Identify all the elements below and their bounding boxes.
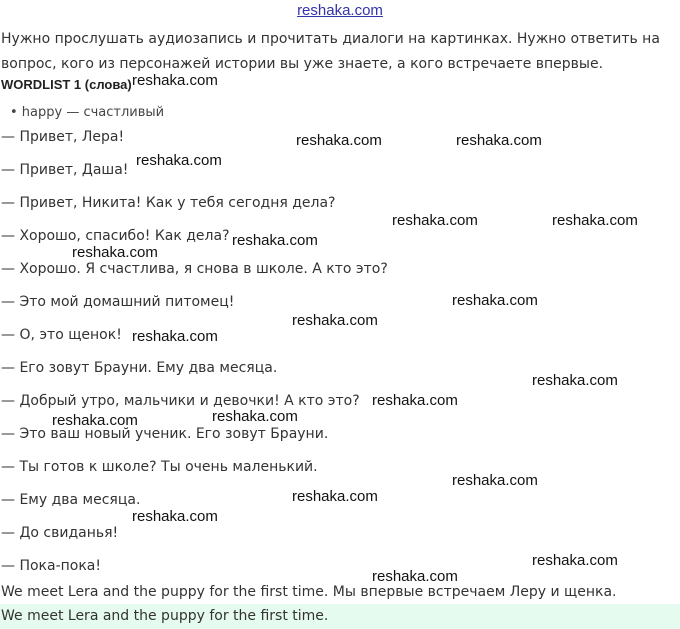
dialogue-line: — Ему два месяца. xyxy=(1,492,141,508)
dialogue-line: — Это мой домашний питомец! xyxy=(1,294,235,310)
highlighted-answer xyxy=(0,604,680,629)
watermark: reshaka.com xyxy=(132,72,218,89)
watermark: reshaka.com xyxy=(132,328,218,345)
dialogue-line: — Привет, Даша! xyxy=(1,162,129,178)
watermark: reshaka.com xyxy=(452,292,538,309)
highlighted-answer-text: We meet Lera and the puppy for the first time. xyxy=(1,608,329,624)
dialogue-line: — Пока-пока! xyxy=(1,558,101,574)
translation-line: We meet Lera and the puppy for the first time. Мы впервые встречаем Леру и щенка. xyxy=(1,584,617,600)
dialogue-line: — Его зовут Брауни. Ему два месяца. xyxy=(1,360,278,376)
watermark: reshaka.com xyxy=(552,212,638,229)
dialogue-line: — Привет, Никита! Как у тебя сегодня дела? xyxy=(1,195,336,211)
watermark: reshaka.com xyxy=(392,212,478,229)
watermark: reshaka.com xyxy=(136,152,222,169)
dialogue-line: — До свиданья! xyxy=(1,525,119,541)
wordlist-heading: WORDLIST 1 (слова) xyxy=(1,77,132,92)
site-title-link[interactable]: reshaka.com xyxy=(297,2,383,19)
watermark: reshaka.com xyxy=(52,412,138,429)
watermark: reshaka.com xyxy=(532,372,618,389)
watermark: reshaka.com xyxy=(452,472,538,489)
watermark: reshaka.com xyxy=(132,508,218,525)
watermark: reshaka.com xyxy=(456,132,542,149)
dialogue-line: — О, это щенок! xyxy=(1,327,122,343)
watermark: reshaka.com xyxy=(292,488,378,505)
dialogue-line: — Привет, Лера! xyxy=(1,129,125,145)
dialogue-line: — Хорошо, спасибо! Как дела? xyxy=(1,228,230,244)
watermark: reshaka.com xyxy=(212,408,298,425)
watermark: reshaka.com xyxy=(372,392,458,409)
task-instructions: Нужно прослушать аудиозапись и прочитать диалоги на картинках. Нужно ответить на вопрос, кого из персонажей истории вы уже знаете, а кого встречаете впервые. xyxy=(1,31,660,72)
watermark: reshaka.com xyxy=(292,312,378,329)
wordlist-item-clipped: • happy — счастливый xyxy=(10,105,165,120)
watermark: reshaka.com xyxy=(372,568,458,585)
dialogue-line: — Это ваш новый ученик. Его зовут Брауни. xyxy=(1,426,329,442)
watermark: reshaka.com xyxy=(532,552,618,569)
watermark: reshaka.com xyxy=(72,244,158,261)
dialogue-line: — Хорошо. Я счастлива, я снова в школе. А кто это? xyxy=(1,261,388,277)
dialogue-line: — Ты готов к школе? Ты очень маленький. xyxy=(1,459,318,475)
dialogue-line: — Добрый утро, мальчики и девочки! А кто это? xyxy=(1,393,360,409)
watermark: reshaka.com xyxy=(296,132,382,149)
watermark: reshaka.com xyxy=(232,232,318,249)
